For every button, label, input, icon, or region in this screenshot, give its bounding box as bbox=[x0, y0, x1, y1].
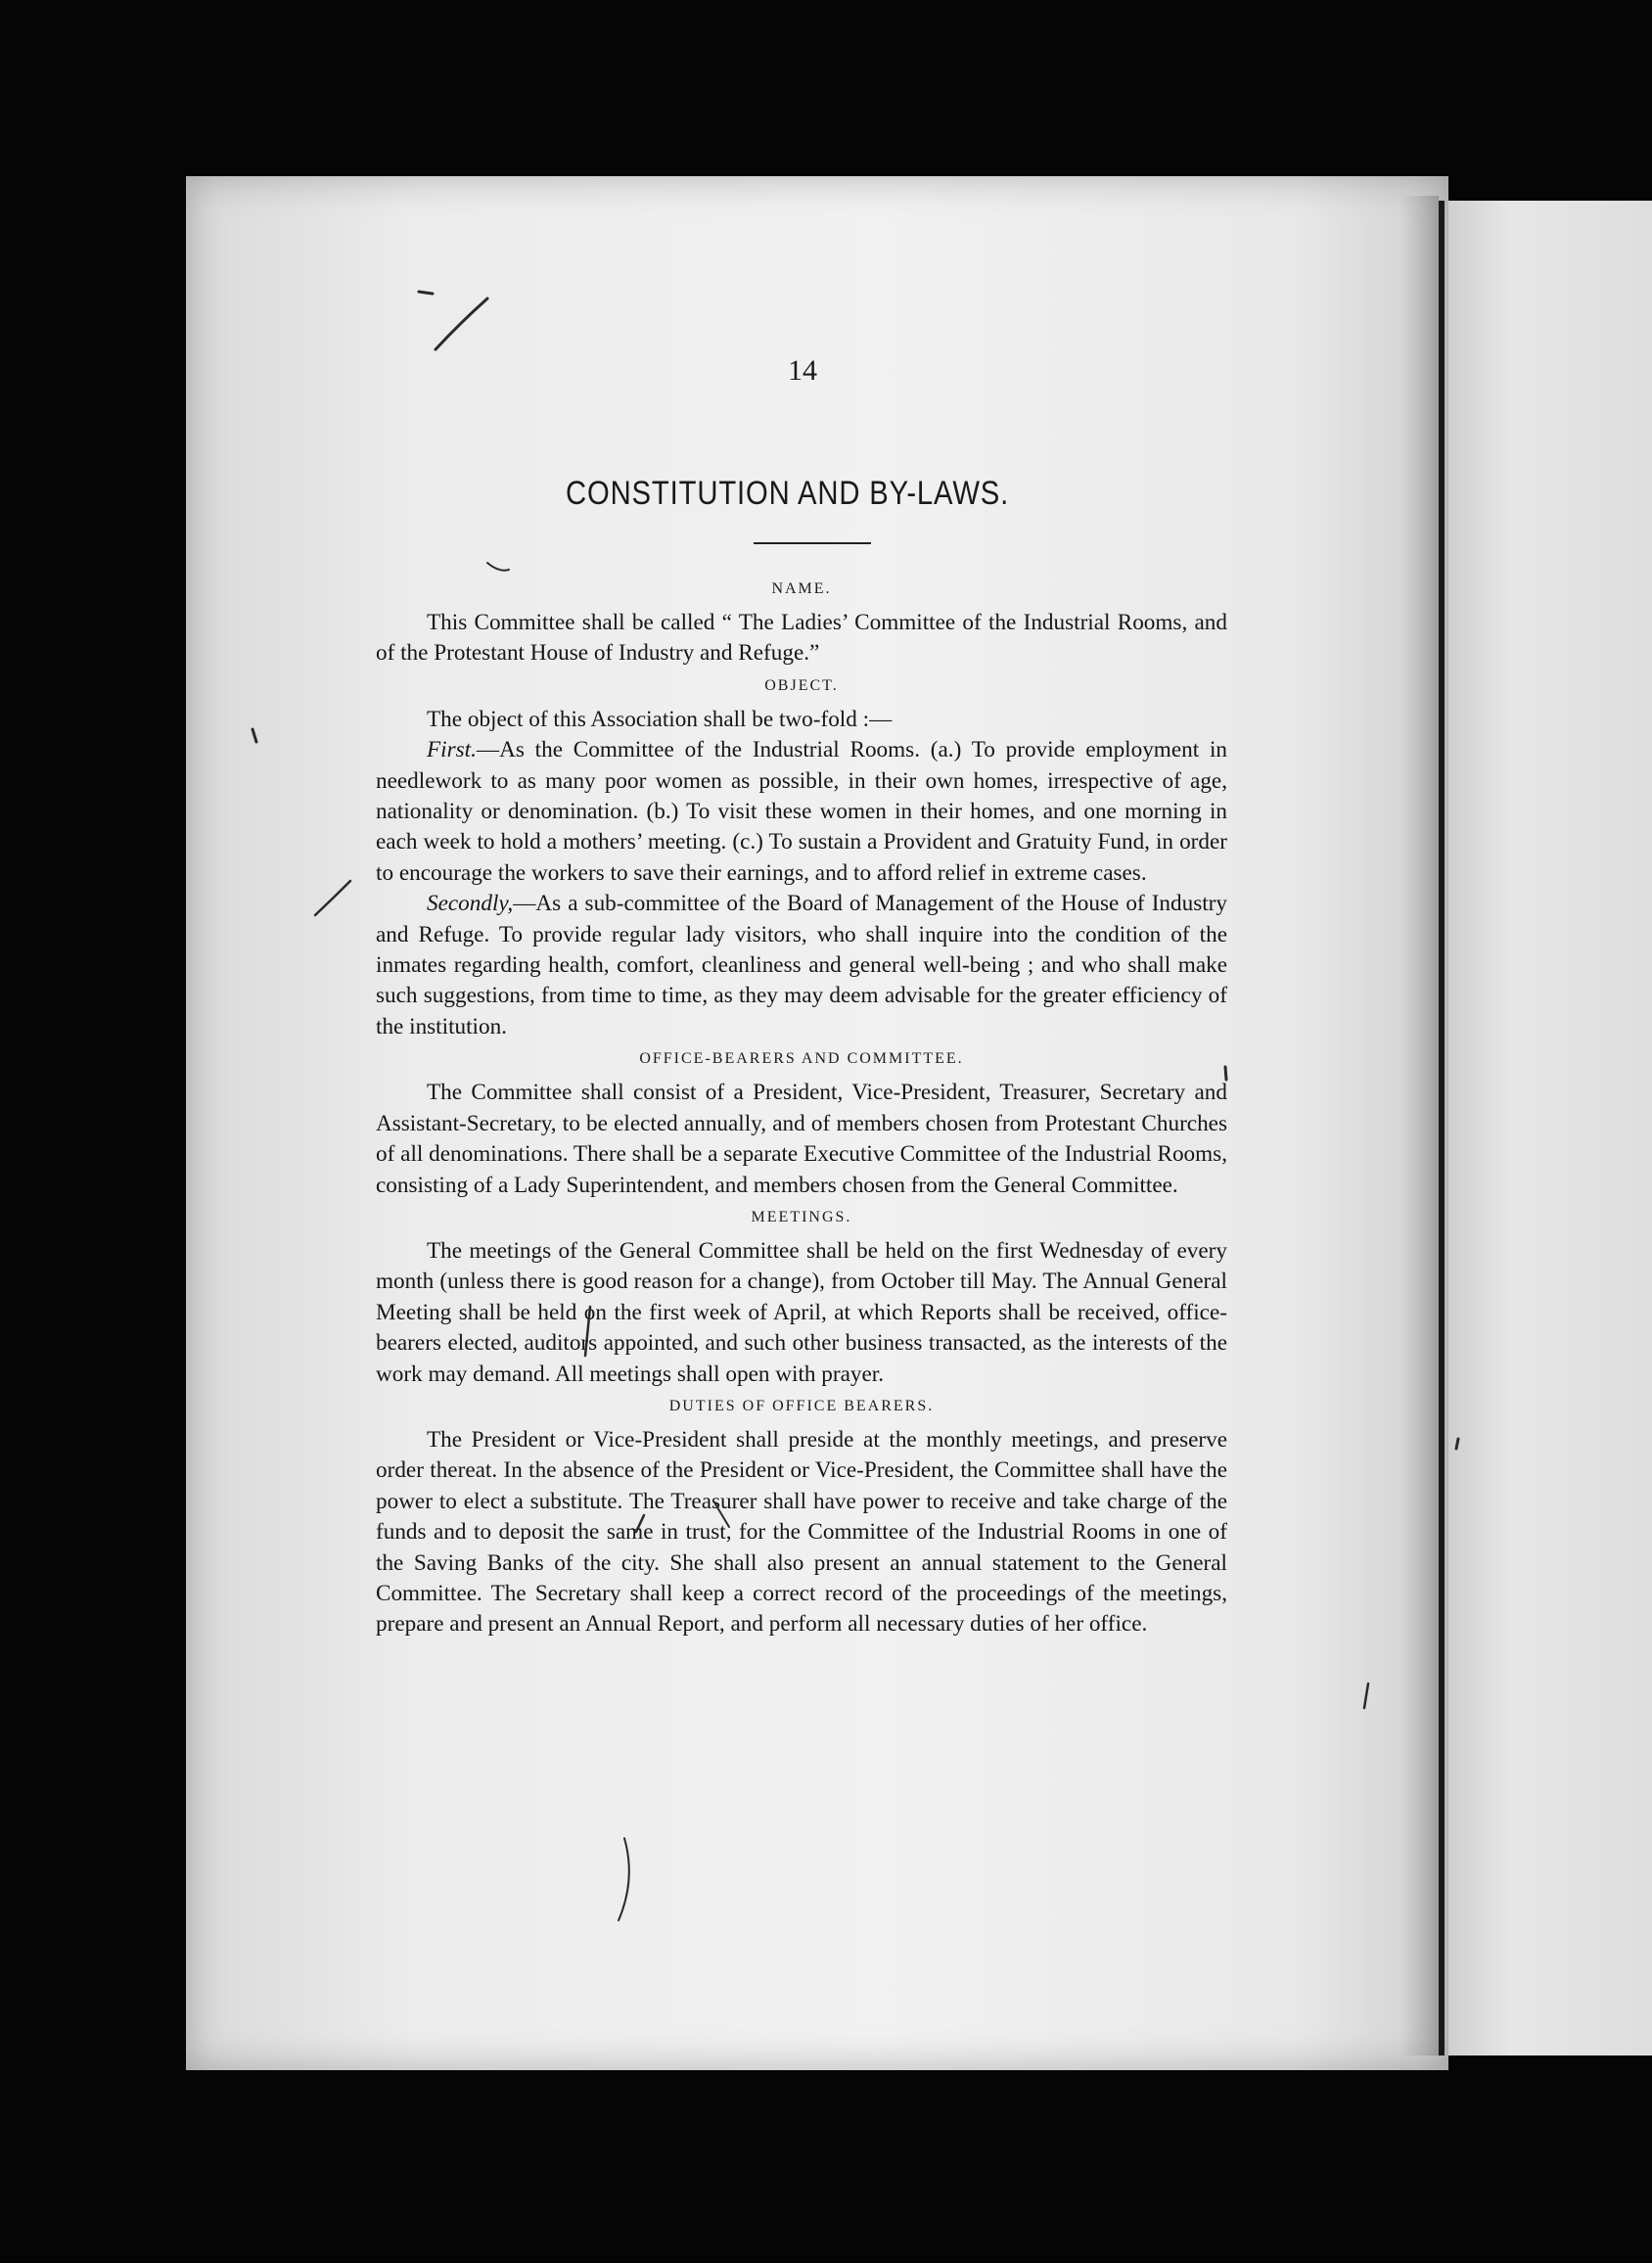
paragraph-text: The meetings of the General Committee shall be held on the first Wednesday of every month (unless there is good reason for a change), from October till May. The Annual General Meeting shall be held on the first week of April, at which Reports shall be received, office-bearers elected, auditors appointed, and such other business transacted, as the interests of the work may demand. All meetings shall open with prayer. bbox=[376, 1237, 1227, 1387]
paragraph-lead: Secondly, bbox=[427, 891, 514, 917]
page-number: 14 bbox=[788, 354, 817, 387]
section-heading: OFFICE-BEARERS AND COMMITTEE. bbox=[639, 1050, 964, 1068]
paragraph bbox=[376, 735, 1227, 889]
section-heading: DUTIES OF OFFICE BEARERS. bbox=[668, 1397, 935, 1414]
paragraph bbox=[376, 1078, 1227, 1201]
section-object bbox=[376, 675, 1227, 1042]
paragraph-lead: First. bbox=[427, 737, 477, 763]
paragraph bbox=[376, 889, 1227, 1042]
paragraph-text: The Committee shall consist of a President, Vice-President, Treasurer, Secretary and Assistant-Secretary, to be elected annually, and of members chosen from Protestant Churches of all denominations. There shall be a separate Executive Committee of the Industrial Rooms, consisting of a Lady Superintendent, and members chosen from the General Committee. bbox=[376, 1080, 1227, 1198]
book-gutter bbox=[1439, 201, 1445, 2055]
title-rule bbox=[754, 542, 871, 544]
section-heading: MEETINGS. bbox=[751, 1208, 852, 1225]
paragraph bbox=[376, 608, 1227, 670]
paragraph bbox=[376, 1236, 1227, 1390]
section-heading: NAME. bbox=[771, 580, 832, 597]
paragraph-text: —As a sub-committee of the Board of Management of the House of Industry and Refuge. To provide regular lady visitors, who shall inquire into the condition of the inmates regarding health, comfort, cleanliness and general well-being ; and who shall make such suggestions, from time to time, as they may deem advisable for the greater efficiency of the institution. bbox=[376, 891, 1227, 1039]
paragraph bbox=[376, 1425, 1227, 1640]
section-name bbox=[376, 578, 1227, 670]
paragraph-text: The President or Vice-President shall preside at the monthly meetings, and preserve order thereat. In the absence of the President or Vice-President, the Committee shall have the power to elect a substitute. The Treasurer shall have power to receive and take charge of the funds and to deposit the same in trust, for the Committee of the Industrial Rooms in one of the Saving Banks of the city. She shall also present an annual statement to the General Committee. The Secretary shall keep a correct record of the proceedings of the meetings, prepare and present an Annual Report, and perform all necessary duties of her office. bbox=[376, 1426, 1227, 1638]
section-heading: OBJECT. bbox=[764, 676, 839, 694]
page-title: CONSTITUTION AND BY-LAWS. bbox=[566, 475, 1010, 512]
facing-page-edge bbox=[1448, 201, 1652, 2055]
section-duties bbox=[376, 1396, 1227, 1640]
paragraph-text: —As the Committee of the Industrial Rooms. (a.) To provide employment in needlework to as many poor women as possible, in their own homes, irrespective of age, nationality or denomination. (b.) To visit these women in their homes, and one morning in each week to hold a mothers’ meeting. (c.) To sustain a Provident and Gratuity Fund, in order to encourage the workers to save their earnings, and to afford relief in extreme cases. bbox=[376, 737, 1227, 886]
section-meetings bbox=[376, 1207, 1227, 1390]
document-body bbox=[376, 573, 1227, 1640]
gutter-shadow bbox=[1400, 196, 1439, 2055]
paragraph-text: The object of this Association shall be two-fold :— bbox=[427, 706, 893, 732]
paragraph bbox=[376, 705, 1227, 735]
section-office-bearers bbox=[376, 1048, 1227, 1201]
paragraph-text: This Committee shall be called “ The Ladies’ Committee of the Industrial Rooms, and of the Protestant House of Industry and Refuge.” bbox=[376, 610, 1227, 667]
